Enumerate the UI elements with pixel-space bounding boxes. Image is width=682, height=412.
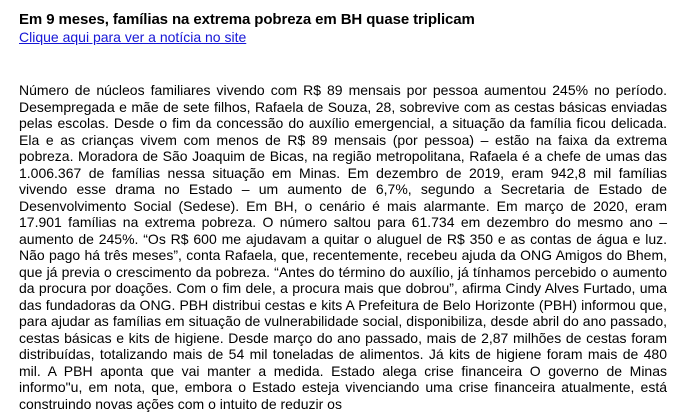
- view-on-site-link[interactable]: Clique aqui para ver a notícia no site: [19, 29, 247, 45]
- news-page: [19, 10, 667, 412]
- article-text: Número de núcleos familiares vivendo com R$ 89 mensais por pessoa aumentou 245% no período. Desempregada e mãe de sete filhos, Rafaela de Souza, 28, sobrevive com as cestas básicas enviadas pelas escolas. Desde o fim da concessão do auxílio emergencial, a situação da família ficou delicada. Ela e as crianças vivem com menos de R$ 89 mensais (por pessoa) – estão na faixa da extrema pobreza. Moradora de São Joaquim de Bicas, na região metropolitana, Rafaela é a chefe de umas das 1.006.367 de famílias nessa situação em Minas. Em dezembro de 2019, eram 942,8 mil famílias vivendo esse drama no Estado – um aumento de 6,7%, segundo a Secretaria de Estado de Desenvolvimento Social (Sedese). Em BH, o cenário é mais alarmante. Em março de 2020, eram 17.901 famílias na extrema pobreza. O número saltou para 61.734 em dezembro do mesmo ano – aumento de 245%. “Os R$ 600 me ajudavam a quitar o aluguel de R$ 350 e as contas de água e luz. Não pago há três meses”, conta Rafaela, que, recentemente, recebeu ajuda da ONG Amigos do Bhem, que já previa o crescimento da pobreza. “Antes do término do auxílio, já tínhamos percebido o aumento da procura por doações. Com o fim dele, a procura mais que dobrou”, afirma Cindy Alves Furtado, uma das fundadoras da ONG. PBH distribui cestas e kits A Prefeitura de Belo Horizonte (PBH) informou que, para ajudar as famílias em situação de vulnerabilidade social, disponibiliza, desde abril do ano passado, cestas básicas e kits de higiene. Desde março do ano passado, mais de 2,87 milhões de cestas foram distribuídas, totalizando mais de 54 mil toneladas de alimentos. Já kits de higiene foram mais de 480 mil. A PBH aponta que vai manter a medida. Estado alega crise financeira O governo de Minas informo"u, em nota, que, embora o Estado esteja vivenciando uma crise financeira atualmente, está construindo novas ações com o intuito de reduzir os: [19, 82, 667, 412]
- article-headline: Em 9 meses, famílias na extrema pobreza em BH quase triplicam: [19, 11, 475, 28]
- article-body: [19, 82, 667, 412]
